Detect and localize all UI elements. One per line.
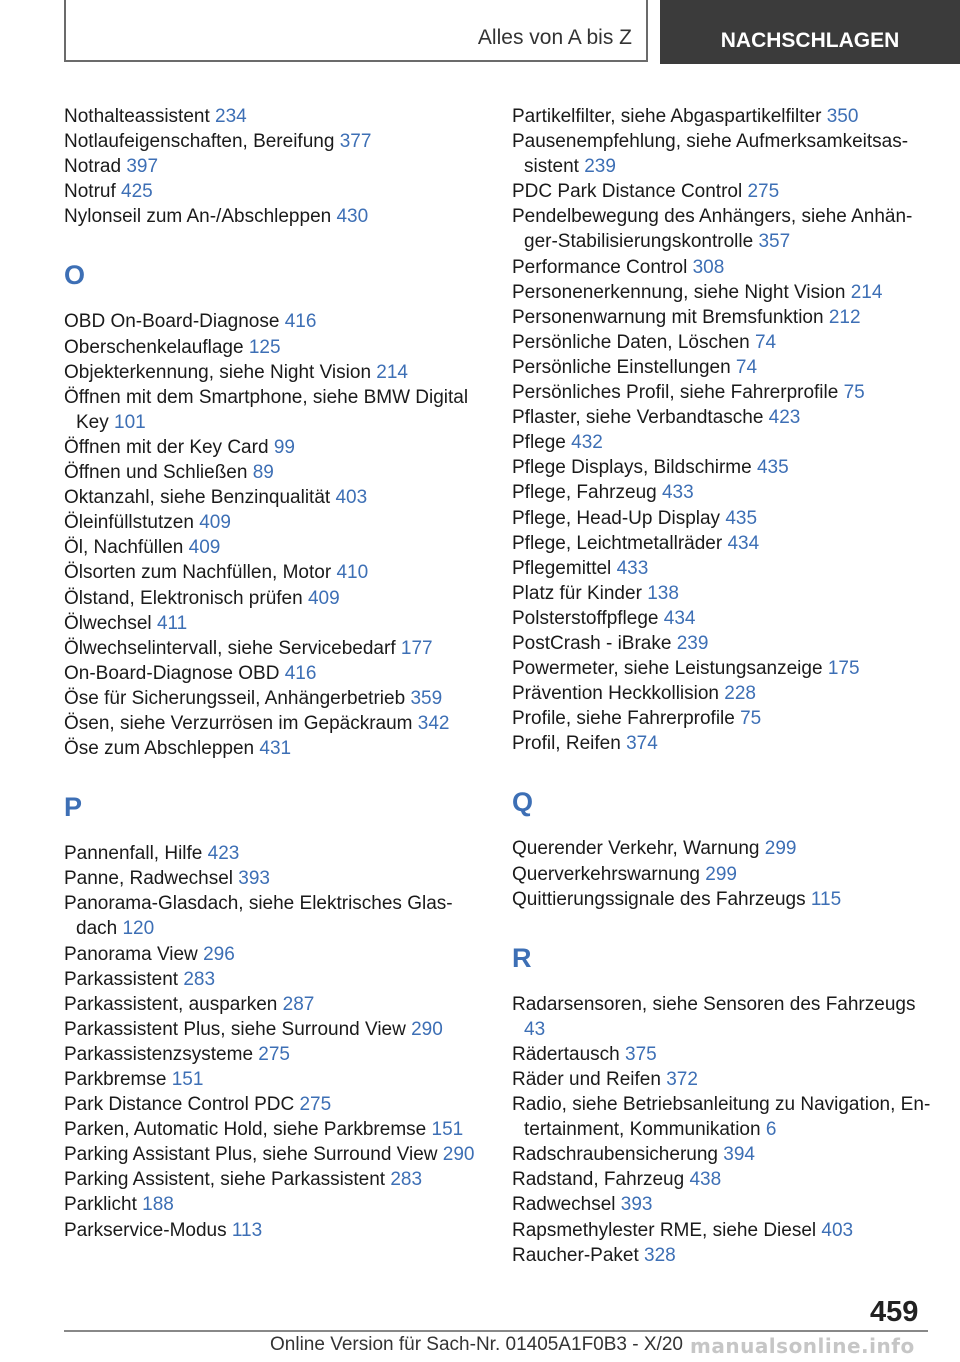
watermark: manualsonline.info — [690, 1334, 915, 1358]
index-entry — [512, 506, 932, 531]
index-entry-page-link[interactable]: 120 — [122, 918, 155, 940]
index-entry-term: Parkbremse — [64, 1069, 167, 1090]
index-entry — [64, 942, 484, 967]
index-entry — [512, 179, 932, 204]
index-entry-term: Rädertausch — [512, 1043, 620, 1065]
index-entry-term: Platz für Kinder — [512, 582, 642, 604]
index-entry-page-link[interactable]: 175 — [827, 658, 860, 680]
index-entry — [64, 611, 484, 636]
index-entry-term: Parkservice-Modus — [64, 1219, 227, 1241]
index-entry-page-link[interactable]: 101 — [114, 411, 146, 433]
index-entry — [64, 1167, 484, 1192]
index-entry-term: Notlaufeigenschaften, Bereifung — [64, 131, 335, 153]
index-entry-page-link[interactable]: 188 — [142, 1194, 174, 1216]
index-entry-page-link[interactable]: 151 — [171, 1069, 204, 1090]
index-entry-page-link[interactable]: 435 — [725, 507, 758, 529]
index-entry — [512, 380, 932, 405]
index-entry-page-link[interactable]: 151 — [431, 1119, 464, 1141]
index-entry — [512, 531, 932, 556]
index-entry-term: Prävention Heckkollision — [512, 683, 719, 705]
index-entry-page-link[interactable]: 350 — [826, 106, 859, 127]
index-entry — [64, 586, 484, 611]
index-entry — [64, 309, 484, 334]
section-letter: Q — [512, 787, 534, 818]
index-entry-term: Nylonseil zum An-/Abschleppen — [64, 206, 332, 228]
index-entry-page-link[interactable]: 393 — [238, 868, 270, 890]
index-entry — [64, 967, 484, 992]
index-entry — [512, 1092, 932, 1142]
index-entry — [64, 891, 484, 941]
index-entry-page-link[interactable]: 113 — [231, 1219, 263, 1241]
index-entry — [512, 1192, 932, 1217]
index-entry-term: Nothalteassistent — [64, 106, 210, 127]
index-entry-term: Personenerkennung, siehe Night Vision — [512, 281, 846, 303]
index-entry-page-link[interactable]: 372 — [666, 1069, 698, 1090]
index-entry — [512, 355, 932, 380]
index-entry-term: Performance Control — [512, 256, 688, 278]
index-entry-page-link[interactable]: 409 — [307, 587, 340, 609]
index-entry — [512, 255, 932, 280]
index-entry-page-link[interactable]: 275 — [299, 1094, 332, 1116]
index-entry-page-link[interactable]: 89 — [252, 462, 274, 484]
index-entry-term: Panorama View — [64, 943, 198, 965]
index-entry-term: Pendelbewegung des Anhängers, siehe Anhänger-Stabilisierungskontrolle — [512, 206, 913, 253]
index-entry — [512, 836, 932, 861]
index-entry-term: Oktanzahl, siehe Benzinqualität — [64, 487, 331, 509]
index-entry-page-link[interactable]: 138 — [647, 582, 679, 604]
index-entry-term: Persönliche Daten, Löschen — [512, 331, 750, 353]
index-entry — [512, 330, 932, 355]
index-entry-page-link[interactable]: 416 — [284, 662, 317, 684]
index-entry-page-link[interactable]: 75 — [843, 382, 865, 404]
index-entry-page-link[interactable]: 308 — [692, 256, 725, 278]
index-entry-page-link[interactable]: 177 — [400, 637, 433, 659]
index-entry-page-link[interactable]: 416 — [284, 311, 317, 333]
index-entry-page-link[interactable]: 275 — [258, 1043, 290, 1065]
index-entry — [64, 360, 484, 385]
index-entry-term: Parkassistenzsysteme — [64, 1043, 254, 1065]
index-entry — [512, 581, 932, 606]
index-entry-term: Parking Assistant Plus, siehe Surround View — [64, 1144, 438, 1166]
index-entry — [64, 1218, 484, 1243]
index-entry — [64, 1067, 484, 1092]
index-entry-page-link[interactable]: 425 — [121, 181, 153, 203]
index-entry-page-link[interactable]: 234 — [215, 106, 247, 127]
index-entry — [512, 556, 932, 581]
index-entry-term: Radarsensoren, siehe Sensoren des Fahrzeugs — [512, 993, 916, 1015]
chapter-tab: NACHSCHLAGEN — [660, 0, 960, 64]
index-entry-term: Pflege, Head-Up Display — [512, 507, 721, 529]
index-entry-page-link[interactable]: 359 — [410, 687, 443, 709]
index-entry — [512, 129, 932, 179]
index-entry-term: Quittierungssignale des Fahrzeugs — [512, 888, 806, 910]
index-entry-term: Parkassistent Plus, siehe Surround View — [64, 1018, 406, 1040]
index-entry-term: On-Board-Diagnose OBD — [64, 662, 280, 684]
index-entry-page-link[interactable]: 239 — [676, 632, 709, 654]
section-letter: P — [64, 792, 83, 823]
index-entry-term: Notruf — [64, 181, 116, 203]
index-entry-term: Radstand, Fahrzeug — [512, 1169, 685, 1191]
index-entry-term: Ölsorten zum Nachfüllen, Motor — [64, 562, 332, 584]
index-entry — [512, 204, 932, 254]
index-entry-page-link[interactable]: 239 — [584, 156, 616, 178]
index-entry-term: Radschraubensicherung — [512, 1144, 718, 1166]
index-entry-page-link[interactable]: 283 — [183, 968, 216, 990]
index-entry-term: Partikelfilter, siehe Abgaspartikelfilter — [512, 106, 822, 127]
index-entry-term: Pflege, Fahrzeug — [512, 482, 657, 504]
index-entry-term: Oberschenkelauflage — [64, 336, 244, 358]
index-entry — [64, 1192, 484, 1217]
index-entry-term: Parking Assistent, siehe Parkassistent — [64, 1169, 386, 1191]
index-entry-page-link[interactable]: 212 — [828, 306, 861, 328]
index-entry-term: Pflege Displays, Bildschirme — [512, 457, 752, 479]
index-entry-term: Öse zum Abschleppen — [64, 738, 255, 760]
index-entry — [64, 661, 484, 686]
index-entry — [512, 280, 932, 305]
index-entry-page-link[interactable]: 75 — [740, 708, 762, 730]
index-entry — [64, 841, 484, 866]
index-entry — [64, 385, 484, 435]
index-entry — [64, 1092, 484, 1117]
index-entry-page-link[interactable]: 287 — [282, 993, 315, 1015]
index-entry — [512, 887, 932, 912]
index-entry-page-link[interactable]: 299 — [764, 838, 797, 860]
index-entry-term: PostCrash - iBrake — [512, 632, 672, 654]
index-entry — [64, 129, 484, 154]
index-entry — [512, 1218, 932, 1243]
index-entry-page-link[interactable]: 74 — [735, 356, 758, 378]
index-entry — [512, 631, 932, 656]
index-column-right — [512, 104, 932, 1268]
index-column-left — [64, 104, 484, 1243]
index-entry-page-link[interactable]: 435 — [756, 457, 789, 479]
index-entry-page-link[interactable]: 403 — [335, 487, 368, 509]
index-entry-page-link[interactable]: 299 — [705, 863, 737, 885]
index-entry-term: Öffnen und Schließen — [64, 462, 248, 484]
index-entry-page-link[interactable]: 430 — [336, 206, 369, 228]
index-entry-term: Park Distance Control PDC — [64, 1094, 295, 1116]
index-entry-page-link[interactable]: 377 — [339, 131, 372, 153]
index-entry-term: Parkassistent — [64, 968, 179, 990]
index-entry — [512, 731, 932, 756]
index-entry — [512, 1243, 932, 1268]
index-entry — [64, 154, 484, 179]
index-entry — [64, 1142, 484, 1167]
index-entry-term: Pflegemittel — [512, 557, 612, 579]
index-entry — [512, 455, 932, 480]
index-entry — [512, 862, 932, 887]
index-entry-term: OBD On-Board-Diagnose — [64, 311, 280, 333]
index-entry-page-link[interactable]: 6 — [765, 1119, 777, 1141]
index-entry-term: Powermeter, siehe Leistungsanzeige — [512, 658, 823, 680]
index-entry-page-link[interactable]: 328 — [644, 1244, 676, 1266]
online-version-text: Online Version für Sach-Nr. 01405A1F0B3 - X/20 — [270, 1334, 683, 1355]
index-entry-term: Personenwarnung mit Bremsfunktion — [512, 306, 824, 328]
index-entry-page-link[interactable]: 342 — [417, 712, 450, 734]
index-entry — [64, 992, 484, 1017]
index-entry-term: Persönliches Profil, siehe Fahrerprofile — [512, 382, 839, 404]
index-entry-page-link[interactable]: 434 — [663, 607, 696, 629]
index-entry-term: Räder und Reifen — [512, 1069, 661, 1090]
index-entry — [512, 656, 932, 681]
index-entry-term: Radwechsel — [512, 1194, 616, 1216]
index-entry-term: Öl, Nachfüllen — [64, 537, 184, 559]
index-entry-term: Pflaster, siehe Verbandtasche — [512, 407, 764, 429]
index-entry — [64, 335, 484, 360]
index-entry — [64, 204, 484, 229]
index-entry — [64, 560, 484, 585]
index-entry-page-link[interactable]: 432 — [571, 432, 603, 454]
index-entry — [64, 1017, 484, 1042]
index-entry — [64, 1117, 484, 1142]
index-entry-page-link[interactable]: 43 — [524, 1018, 546, 1040]
index-entry — [64, 485, 484, 510]
index-entry — [512, 305, 932, 330]
section-title: Alles von A bis Z — [477, 26, 632, 49]
index-entry-page-link[interactable]: 411 — [156, 612, 188, 634]
index-entry — [512, 992, 932, 1042]
index-entry-term: PDC Park Distance Control — [512, 181, 743, 203]
index-entry-page-link[interactable]: 393 — [620, 1194, 653, 1216]
page-number: 459 — [870, 1296, 919, 1328]
section-letter: O — [64, 260, 86, 291]
index-entry-term: Ösen, siehe Verzurrösen im Gepäckraum — [64, 712, 413, 734]
index-entry-term: Parkassistent, ausparken — [64, 993, 278, 1015]
index-entry — [64, 686, 484, 711]
index-entry-term: Öleinfüllstutzen — [64, 512, 194, 534]
index-entry-page-link[interactable]: 275 — [747, 181, 780, 203]
index-entry — [512, 606, 932, 631]
index-entry — [512, 405, 932, 430]
index-entry-page-link[interactable]: 434 — [727, 532, 760, 554]
index-entry-term: Querender Verkehr, Warnung — [512, 838, 760, 860]
index-entry-term: Ölstand, Elektronisch prüfen — [64, 587, 303, 609]
index-entry-page-link[interactable]: 74 — [754, 331, 777, 353]
index-entry-term: Notrad — [64, 156, 122, 178]
index-entry-term: Öffnen mit dem Smartphone, siehe BMW Digital Key — [64, 386, 469, 433]
header-frame — [64, 0, 648, 62]
index-entry-term: Polsterstoffpflege — [512, 607, 659, 629]
index-entry — [64, 435, 484, 460]
index-entry-term: Parklicht — [64, 1194, 137, 1216]
index-entry — [64, 636, 484, 661]
index-entry-page-link[interactable]: 433 — [616, 557, 649, 579]
section-letter: R — [512, 942, 532, 973]
index-entry-page-link[interactable]: 394 — [723, 1144, 755, 1166]
index-entry-page-link[interactable]: 433 — [661, 482, 694, 504]
index-entry-page-link[interactable]: 296 — [203, 943, 235, 965]
index-entry-term: Rapsmethylester RME, siehe Diesel — [512, 1219, 817, 1241]
index-entry-term: Profile, siehe Fahrerprofile — [512, 708, 735, 730]
index-entry-term: Ölwechsel — [64, 612, 152, 634]
index-entry — [512, 430, 932, 455]
index-entry-term: Radio, siehe Betriebsanleitung zu Navigation, Entertainment, Kommunikation — [512, 1094, 931, 1141]
index-entry-term: Panne, Radwechsel — [64, 868, 233, 890]
index-entry-term: Pflege — [512, 432, 566, 454]
index-entry — [512, 480, 932, 505]
index-entry-term: Objekterkennung, siehe Night Vision — [64, 361, 372, 383]
index-entry-term: Pannenfall, Hilfe — [64, 843, 203, 865]
page-header — [64, 0, 960, 64]
index-entry-page-link[interactable]: 397 — [126, 156, 159, 178]
index-entry-page-link[interactable]: 375 — [625, 1043, 657, 1065]
index-entry-term: Profil, Reifen — [512, 733, 621, 755]
index-entry — [64, 711, 484, 736]
index-entry — [64, 535, 484, 560]
index-entry-term: Querverkehrswarnung — [512, 863, 700, 885]
index-entry — [64, 866, 484, 891]
index-entry-page-link[interactable]: 115 — [810, 888, 842, 910]
index-entry — [512, 1042, 932, 1067]
index-entry — [64, 460, 484, 485]
index-entry-page-link[interactable]: 409 — [199, 512, 231, 534]
index-entry-term: Pausenempfehlung, siehe Aufmerksamkeitsassistent — [512, 131, 909, 178]
index-entry — [512, 681, 932, 706]
index-entry-page-link[interactable]: 403 — [821, 1219, 854, 1241]
index-entry — [512, 1167, 932, 1192]
index-entry — [64, 736, 484, 761]
index-entry-term: Öse für Sicherungsseil, Anhängerbetrieb — [64, 687, 406, 709]
index-entry-page-link[interactable]: 431 — [259, 738, 292, 760]
index-entry-page-link[interactable]: 438 — [689, 1169, 722, 1191]
index-entry — [512, 1142, 932, 1167]
index-entry-term: Öffnen mit der Key Card — [64, 436, 269, 458]
index-entry-page-link[interactable]: 290 — [442, 1144, 475, 1166]
index-entry-page-link[interactable]: 228 — [724, 683, 756, 705]
index-entry-page-link[interactable]: 374 — [626, 733, 658, 755]
index-entry-term: Panorama-Glasdach, siehe Elektrisches Glasdach — [64, 893, 453, 940]
index-entry — [512, 706, 932, 731]
index-entry — [512, 104, 932, 129]
index-entry — [64, 510, 484, 535]
index-entry-page-link[interactable]: 214 — [850, 281, 883, 303]
index-entry — [64, 1042, 484, 1067]
index-entry-page-link[interactable]: 423 — [768, 407, 801, 429]
index-entry-page-link[interactable]: 357 — [758, 231, 791, 253]
index-entry-page-link[interactable]: 99 — [273, 436, 295, 458]
index-entry-page-link[interactable]: 214 — [376, 361, 408, 383]
index-entry-page-link[interactable]: 283 — [390, 1169, 423, 1191]
footer-divider — [64, 1330, 928, 1332]
index-entry — [512, 1067, 932, 1092]
index-entry — [64, 104, 484, 129]
index-entry-term: Ölwechselintervall, siehe Servicebedarf — [64, 637, 396, 659]
index-entry-term: Raucher-Paket — [512, 1244, 639, 1266]
index-entry-term: Parken, Automatic Hold, siehe Parkbremse — [64, 1119, 427, 1141]
index-entry-term: Pflege, Leichtmetallräder — [512, 532, 723, 554]
index-entry-page-link[interactable]: 290 — [411, 1018, 443, 1040]
index-entry-page-link[interactable]: 409 — [188, 537, 221, 559]
index-entry-page-link[interactable]: 125 — [248, 336, 281, 358]
index-entry-page-link[interactable]: 423 — [207, 843, 240, 865]
index-entry-term: Persönliche Einstellungen — [512, 356, 731, 378]
index-entry — [64, 179, 484, 204]
index-entry-page-link[interactable]: 410 — [336, 562, 369, 584]
